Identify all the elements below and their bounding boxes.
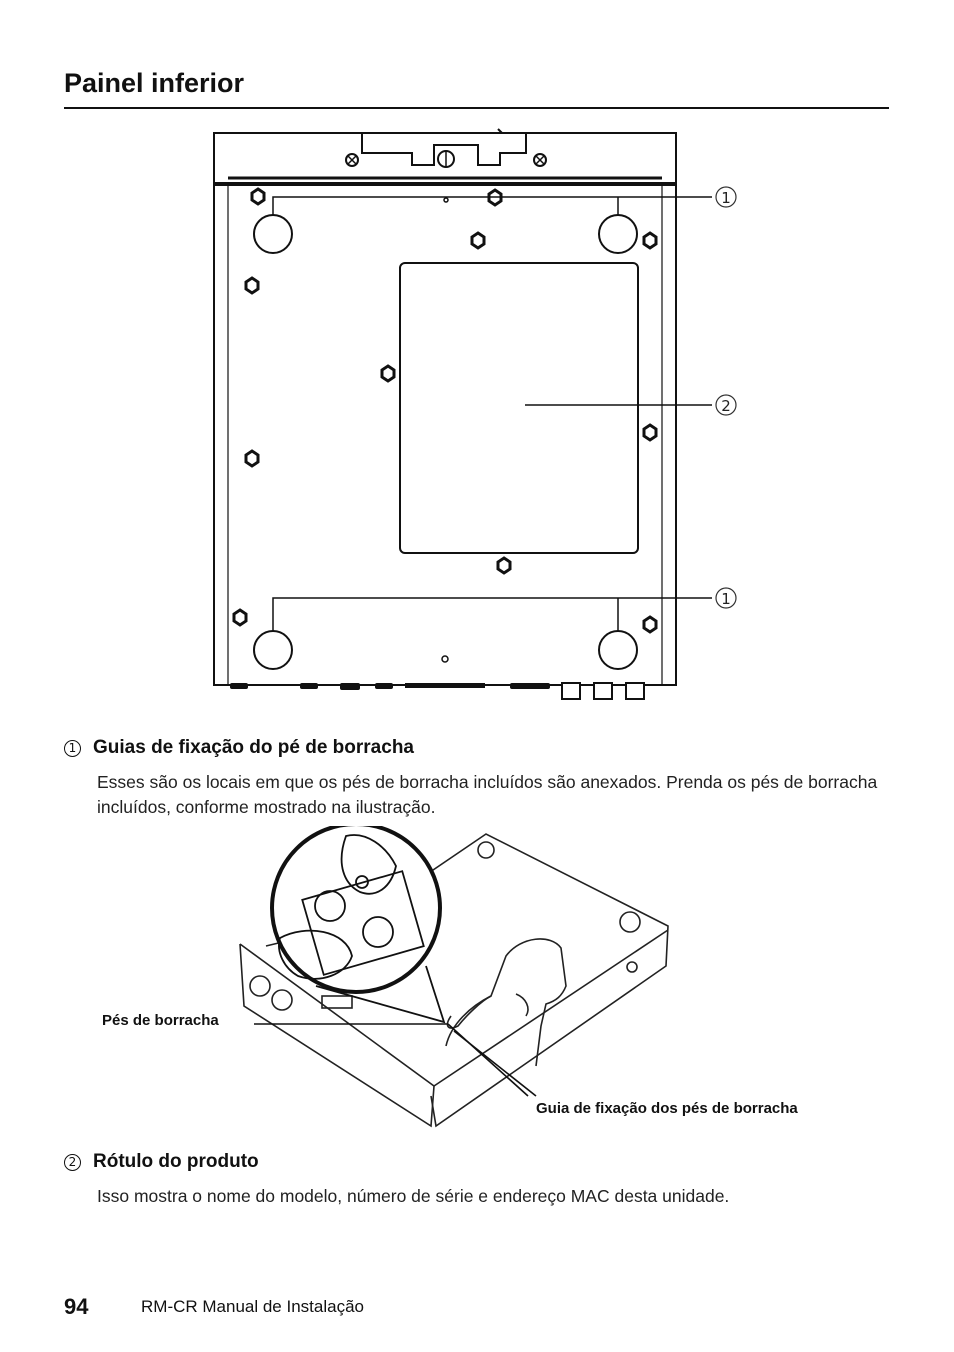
rubber-feet-illustration: [236, 826, 676, 1128]
item-heading-text: Guias de fixação do pé de borracha: [93, 737, 414, 758]
page-title: Painel inferior: [64, 68, 245, 98]
callout-2: 2: [721, 397, 731, 415]
bottom-panel-diagram: [200, 125, 760, 705]
item-description-label: Isso mostra o nome do modelo, número de série e endereço MAC desta unidade.: [97, 1186, 730, 1206]
label-feet-guide: Guia de fixação dos pés de borracha: [536, 1100, 798, 1117]
item-number-badge: 2: [64, 1154, 81, 1171]
item-description-feet: Esses são os locais em que os pés de borracha incluídos são anexados. Prenda os pés de borracha incluídos, conforme mostrado na ilustração.: [97, 772, 878, 817]
item-heading-label: [64, 1151, 259, 1173]
callout-1-top: 1: [721, 189, 731, 207]
page-number: 94: [64, 1294, 89, 1319]
item-heading-feet: [64, 737, 414, 759]
item-heading-text: Rótulo do produto: [93, 1151, 259, 1172]
item-number-badge: 1: [64, 740, 81, 757]
footer-manual-title: RM-CR Manual de Instalação: [141, 1297, 364, 1316]
label-rubber-feet: Pés de borracha: [102, 1012, 219, 1029]
title-divider: [64, 107, 889, 109]
callout-1-bottom: 1: [721, 590, 731, 608]
